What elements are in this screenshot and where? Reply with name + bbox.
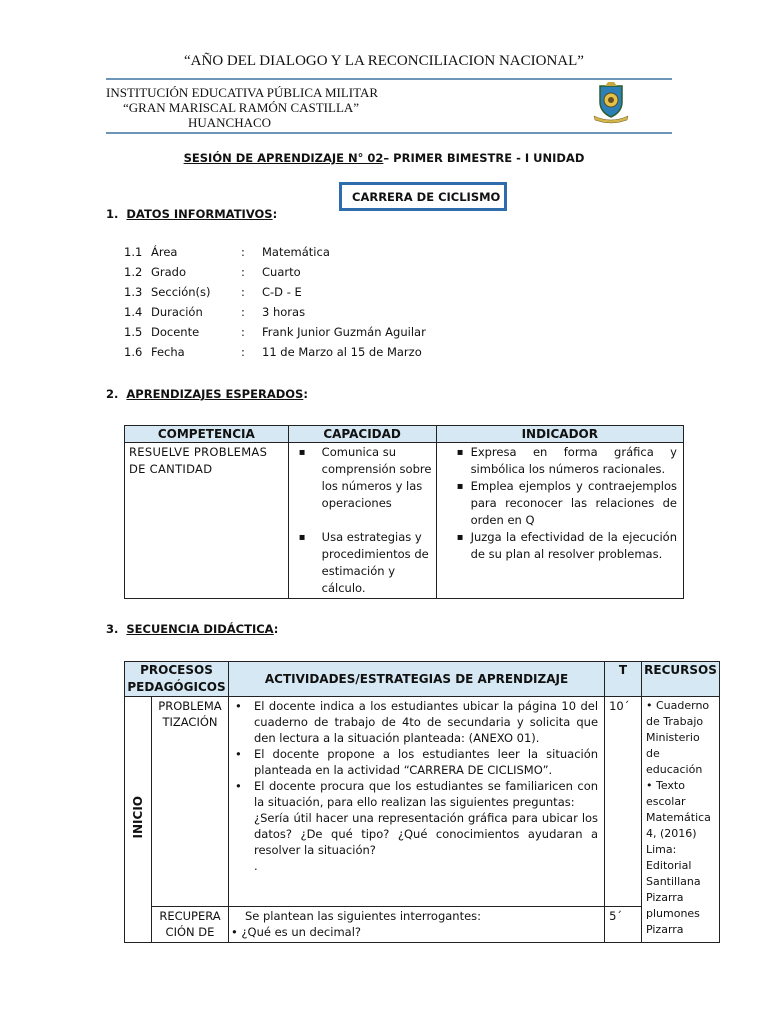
- preguntas-text: ¿Sería útil hacer una representación gráfica para ubicar los datos? ¿De qué tipo? ¿Qué conocimientos ayudaran a resolver la situación?: [253, 811, 599, 857]
- actividad-item: • ¿Qué es un decimal?: [230, 925, 361, 939]
- header-bottom-rule: [106, 132, 672, 134]
- institution-line-1: INSTITUCIÓN EDUCATIVA PÚBLICA MILITAR: [106, 85, 379, 100]
- recurso-item: Pizarra: [645, 891, 684, 904]
- indicador-item: ▪ Expresa en forma gráfica y simbólica los números racionales.: [453, 444, 677, 478]
- trailing-dot: .: [253, 859, 258, 873]
- secuencia-header-row: [125, 662, 720, 697]
- recursos-cell: [641, 697, 719, 943]
- capacidad-cell: [288, 443, 436, 599]
- actividad-item: • El docente procura que los estudiantes se familiaricen con la situación, para ello realizan las siguientes preguntas:: [231, 778, 598, 810]
- intro-text: Se plantean las siguientes interrogantes:: [244, 909, 482, 923]
- indicador-item: ▪ Emplea ejemplos y contraejemplos para reconocer las relaciones de orden en Q: [453, 478, 677, 529]
- phase-cell: [125, 697, 152, 943]
- header-actividades: ACTIVIDADES/ESTRATEGIAS DE APRENDIZAJE: [228, 662, 604, 697]
- activity-title-box: CARRERA DE CICLISMO: [339, 182, 507, 211]
- header-recursos: RECURSOS: [641, 662, 719, 697]
- capacidad-item: ▪ Usa estrategias y procedimientos de estimación y cálculo.: [293, 529, 432, 597]
- header-tiempo: T: [605, 662, 642, 697]
- header-top-rule: [106, 78, 672, 80]
- proceso-cell: RECUPERA CIÓN DE: [151, 907, 228, 943]
- phase-label: INICIO: [130, 796, 145, 839]
- school-crest-icon: [591, 80, 631, 126]
- session-title: SESIÓN DE APRENDIZAJE N° 02– PRIMER BIMESTRE - I UNIDAD: [183, 151, 585, 165]
- header-competencia: COMPETENCIA: [125, 426, 289, 443]
- recurso-item: • Texto escolar Matemática 4, (2016) Lima: Editorial Santillana: [645, 779, 711, 888]
- institution-block: [106, 85, 378, 130]
- header-indicador: INDICADOR: [436, 426, 683, 443]
- actividades-cell: [228, 907, 604, 943]
- recurso-item: • Cuaderno de Trabajo Ministerio de educación: [645, 699, 710, 776]
- indicador-item: ▪ Juzga la efectividad de la ejecución de su plan al resolver problemas.: [453, 529, 677, 563]
- competencia-cell: RESUELVE PROBLEMAS DE CANTIDAD: [125, 443, 289, 599]
- header-procesos: PROCESOS PEDAGÓGICOS: [125, 662, 229, 697]
- aprendizajes-header-row: [125, 426, 684, 443]
- aprendizajes-row: [125, 443, 684, 599]
- section-1-heading: 1. DATOS INFORMATIVOS:: [106, 207, 278, 221]
- year-title: “AÑO DEL DIALOGO Y LA RECONCILIACION NACIONAL”: [184, 53, 584, 69]
- secuencia-row-problematizacion: [125, 697, 720, 907]
- indicador-cell: [436, 443, 683, 599]
- section-3-heading: 3. SECUENCIA DIDÁCTICA:: [106, 622, 279, 636]
- tiempo-cell: 10´: [605, 697, 642, 907]
- actividad-item: • El docente propone a los estudiantes leer la situación planteada en la actividad “CARRERA DE CICLISMO”.: [231, 746, 598, 778]
- actividades-cell: [228, 697, 604, 907]
- tiempo-cell: 5´: [605, 907, 642, 943]
- header-capacidad: CAPACIDAD: [288, 426, 436, 443]
- recurso-item: plumones: [645, 907, 700, 920]
- capacidad-item: ▪ Comunica su comprensión sobre los números y las operaciones: [293, 444, 432, 512]
- institution-line-2: “GRAN MARISCAL RAMÓN CASTILLA”: [123, 100, 360, 115]
- actividad-item: • El docente indica a los estudiantes ubicar la página 10 del cuaderno de trabajo de 4to de secundaria y solicita que den lectura a la situación planteada: (ANEXO 01).: [231, 698, 598, 746]
- aprendizajes-table: [124, 425, 684, 599]
- section-2-heading: 2. APRENDIZAJES ESPERADOS:: [106, 387, 308, 401]
- recurso-item: Pizarra: [645, 923, 684, 936]
- proceso-cell: PROBLEMA TIZACIÓN: [151, 697, 228, 907]
- secuencia-row-recuperacion: [125, 907, 720, 943]
- institution-line-3: HUANCHACO: [188, 115, 272, 130]
- secuencia-table: [124, 661, 720, 943]
